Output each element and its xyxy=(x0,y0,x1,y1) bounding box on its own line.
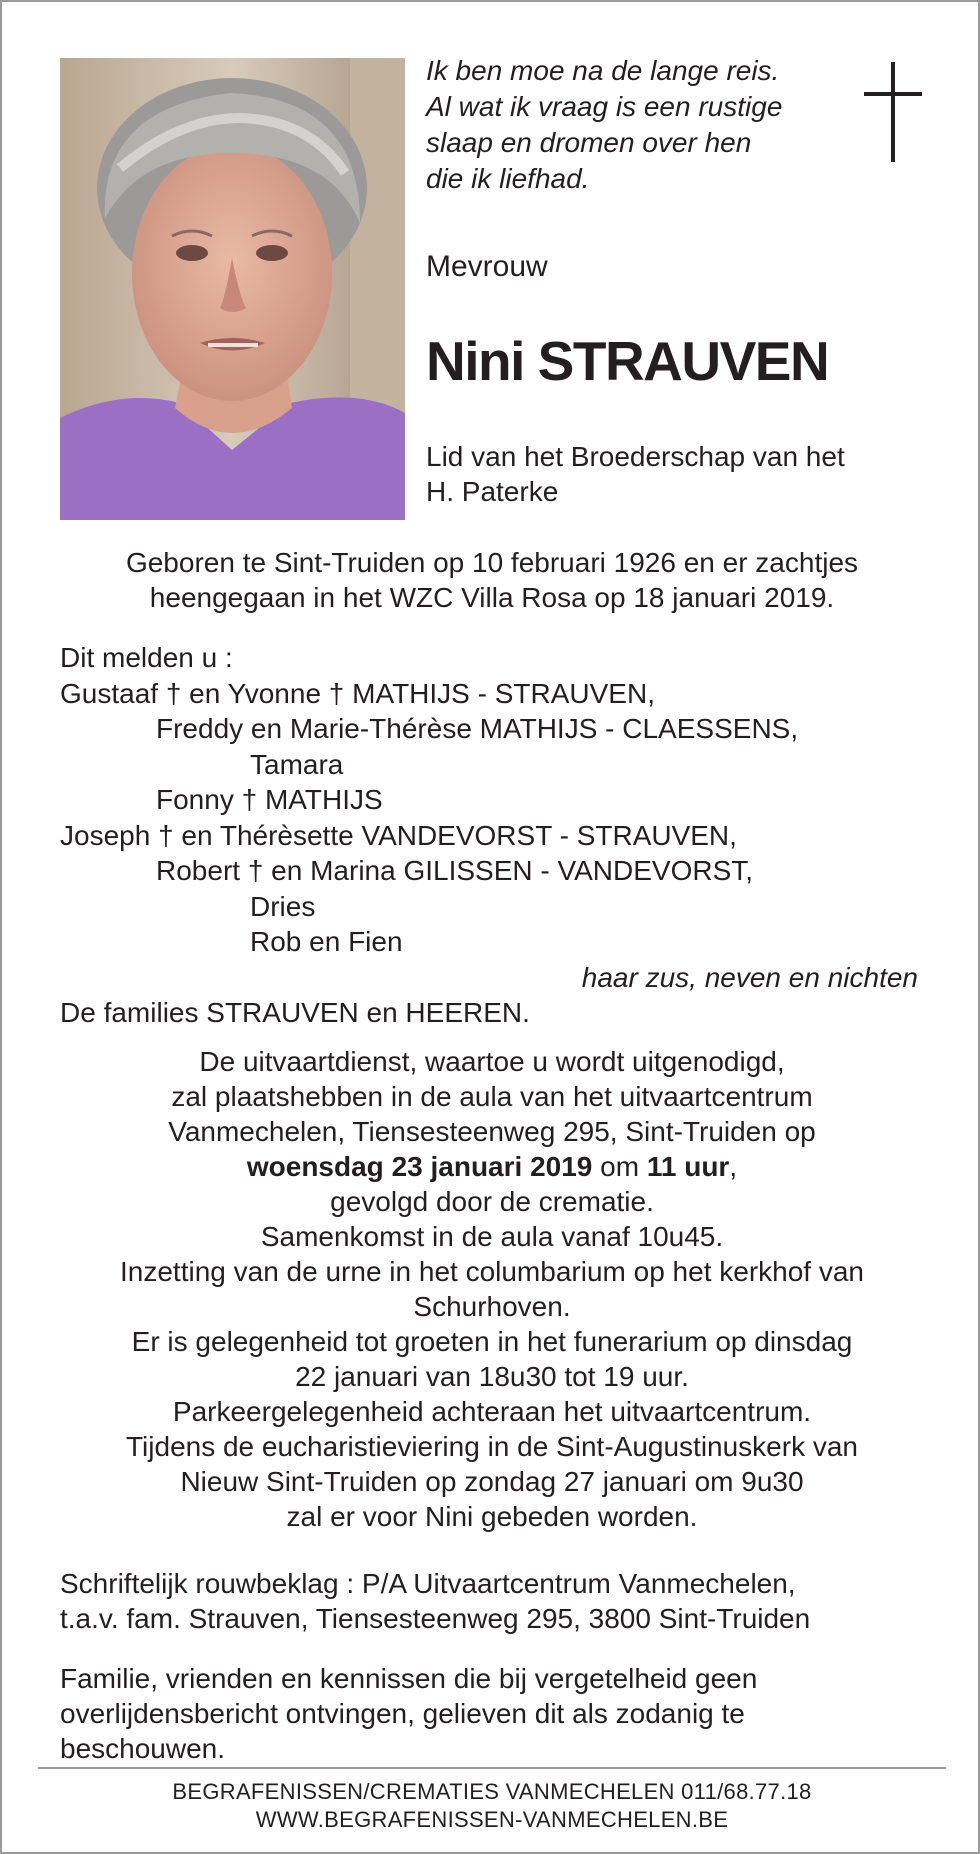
notice-line: beschouwen. xyxy=(60,1733,226,1764)
family-list xyxy=(60,640,930,1031)
funeral-service-details xyxy=(32,1044,952,1534)
family-member: Joseph † en Thérèsette VANDEVORST - STRAUVEN, xyxy=(60,819,737,851)
service-line: gevolgd door de crematie. xyxy=(330,1186,654,1217)
cross-icon xyxy=(864,62,922,162)
portrait-illustration xyxy=(60,58,405,520)
poem-line: Al wat ik vraag is een rustige xyxy=(426,91,783,122)
funeral-home-contact: BEGRAFENISSEN/CREMATIES VANMECHELEN 011/68.77.18 xyxy=(172,1779,812,1804)
poem-line: Ik ben moe na de lange reis. xyxy=(426,55,780,86)
family-member: Dries xyxy=(250,890,316,922)
service-line: Schurhoven. xyxy=(413,1291,571,1322)
service-date-line xyxy=(32,1149,952,1184)
notice-line: Familie, vrienden en kennissen die bij vergetelheid geen xyxy=(60,1663,758,1694)
service-date-connector: om xyxy=(592,1151,647,1182)
service-line: Samenkomst in de aula vanaf 10u45. xyxy=(260,1221,724,1252)
footer-divider xyxy=(38,1767,946,1769)
deceased-name: Nini STRAUVEN xyxy=(426,330,829,392)
condolence-address xyxy=(60,1566,940,1636)
service-line: Parkeergelegenheid achteraan het uitvaartcentrum. xyxy=(172,1396,812,1427)
poem-line: die ik liefhad. xyxy=(426,163,590,194)
poem xyxy=(426,53,846,197)
family-member: Rob en Fien xyxy=(250,926,403,957)
birth-line: Geboren te Sint-Truiden op 10 februari 1926 en er zachtjes xyxy=(125,547,859,578)
membership-line: H. Paterke xyxy=(426,476,559,507)
service-line: Nieuw Sint-Truiden op zondag 27 januari om 9u30 xyxy=(180,1466,804,1497)
service-line: Vanmechelen, Tiensesteenweg 295, Sint-Truiden op xyxy=(168,1116,816,1147)
membership xyxy=(426,439,926,509)
families-line: De families STRAUVEN en HEEREN. xyxy=(60,997,530,1028)
membership-line: Lid van het Broederschap van het xyxy=(426,441,845,472)
family-member: Freddy en Marie-Thérèse MATHIJS - CLAESSENS, xyxy=(156,713,799,744)
service-line: De uitvaartdienst, waartoe u wordt uitgenodigd, xyxy=(199,1046,785,1077)
service-date-end: , xyxy=(729,1151,738,1182)
condolence-line: t.a.v. fam. Strauven, Tiensesteenweg 295, 3800 Sint-Truiden xyxy=(60,1603,811,1634)
condolence-line: Schriftelijk rouwbeklag : P/A Uitvaartcentrum Vanmechelen, xyxy=(60,1568,796,1599)
service-date: woensdag 23 januari 2019 xyxy=(246,1151,593,1182)
portrait-photo xyxy=(60,58,405,520)
family-intro: Dit melden u : xyxy=(60,642,233,673)
family-relation: haar zus, neven en nichten xyxy=(581,961,918,993)
honorific: Mevrouw xyxy=(426,250,548,283)
family-member: Gustaaf † en Yvonne † MATHIJS - STRAUVEN, xyxy=(60,677,655,709)
service-line: zal er voor Nini gebeden worden. xyxy=(286,1501,698,1532)
service-line: Er is gelegenheid tot groeten in het funerarium op dinsdag xyxy=(131,1326,853,1357)
poem-line: slaap en dromen over hen xyxy=(426,127,752,158)
service-line: Inzetting van de urne in het columbarium op het kerkhof van xyxy=(120,1256,864,1287)
footer xyxy=(32,1778,952,1834)
family-member: Tamara xyxy=(250,748,344,780)
service-time: 11 uur xyxy=(646,1151,730,1182)
birth-death-statement xyxy=(32,545,952,615)
funeral-home-website: WWW.BEGRAFENISSEN-VANMECHELEN.BE xyxy=(255,1807,729,1832)
birth-line: heengegaan in het WZC Villa Rosa op 18 januari 2019. xyxy=(149,582,835,613)
family-member: Fonny † MATHIJS xyxy=(156,784,383,815)
notice-line: overlijdensbericht ontvingen, gelieven dit als zodanig te xyxy=(60,1698,745,1729)
service-line: Tijdens de eucharistieviering in de Sint-Augustinuskerk van xyxy=(125,1431,859,1462)
notice-text xyxy=(60,1661,940,1766)
service-line: zal plaatshebben in de aula van het uitvaartcentrum xyxy=(171,1081,813,1112)
service-line: 22 januari van 18u30 tot 19 uur. xyxy=(295,1361,689,1392)
family-member: Robert † en Marina GILISSEN - VANDEVORST, xyxy=(156,855,754,886)
